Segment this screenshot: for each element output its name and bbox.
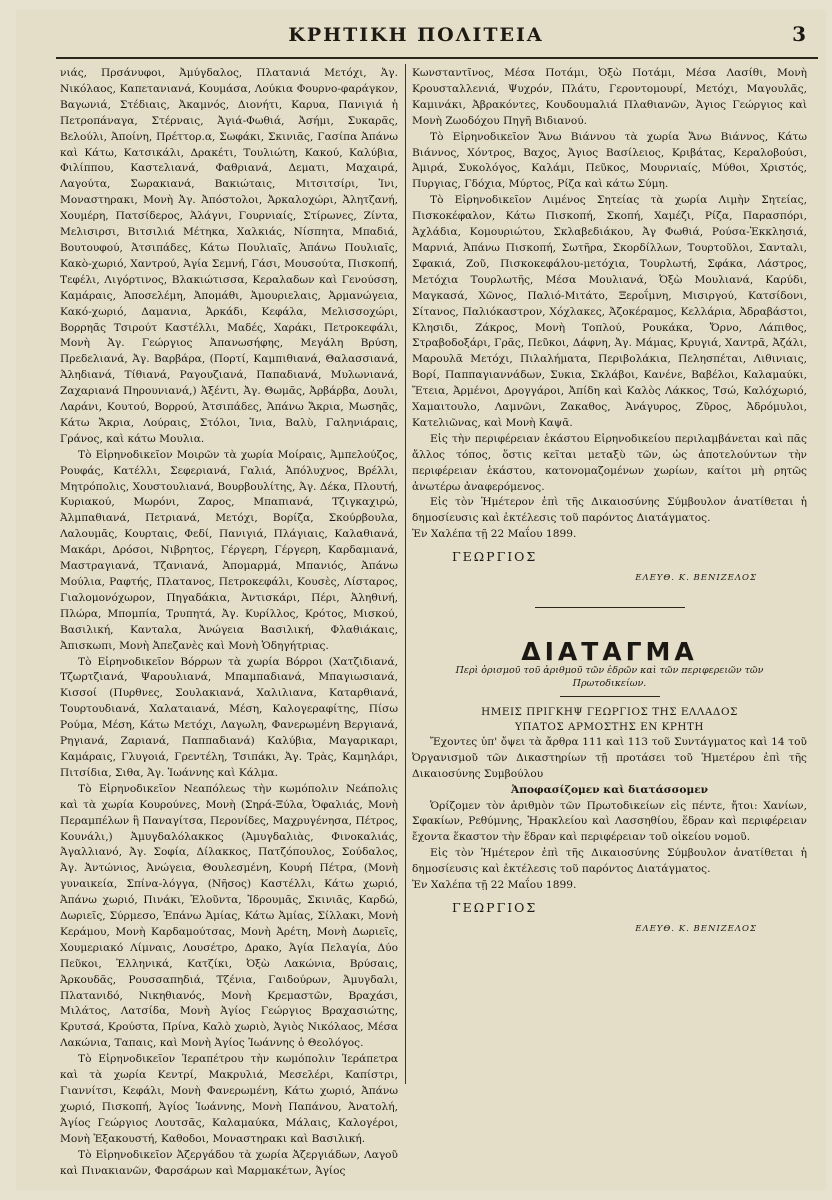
paragraph-continuation: Κωνσταντῖνος, Μέσα Ποτάμι, Ὀξὼ Ποτάμι, Μέσα Λασίθι, Μονὴ Κρουσταλλενιά, Ψυχρόν, Πλάτυ, Γεροντομουρί, Μετόχι, Μαγουλᾶς, Καμινάκι, Ἀβρακόντες, Κουδουμαλιά Πλαθιανῶν, Ἀγιος Γεώργιος καὶ Μονὴ Ζωοδόχου Πηγῆ Βιδιανού. xyxy=(412,67,807,127)
decree-issuer-line-1: ΗΜΕΙΣ ΠΡΙΓΚΗΨ ΓΕΩΡΓΙΟΣ ΤΗΣ ΕΛΛΑΔΟΣ xyxy=(481,705,738,718)
section-rule xyxy=(535,607,685,608)
paragraph-courts-definition: Ὁρίζομεν τὸν ἀριθμὸν τῶν Πρωτοδικείων εἰς πέντε, ἤτοι: Χανίων, Σφακίων, Ρεθύμνης, Ἡρακλείου καὶ Λασσηθίου, ἕδραν καὶ περιφέρειαν ἔχοντα ἕκαστον τὴν ἕδραν καὶ περιφέρειαν τοῦ οἰκείου νομοῦ. xyxy=(412,799,807,844)
paragraph-sitia-court: Τὸ Εἰρηνοδικεῖον Λιμένος Σητείας τὰ χωρία Λιμὴν Σητείας, Πισκοκέφαλον, Κάτω Πισκοπή, Σκοπή, Χαμέζι, Ρίζα, Παρασπόρι, Ἀχλάδια, Κομουριώτου, Σκλαβεδιάκου, Ἀγ Φωθιά, Ρούσα-Ἐκκλησιά, Μαρνιά, Ἀπάνω Πισκοπή, Σωτῆρα, Σκορδίλλων, Τουρτοῦλοι, Σανταλι, Σφακιά, Ζοῦ, Πισκοκεφάλου-μετόχια, Τουρλωτή, Σφάκα, Λάστρος, Μετόχια Τουρλωτῆς, Μέσα Μουλιανά, Ὀξὼ Μουλιανά, Καρύδι, Μαγκασά, Χῶνος, Παλιό-Μιτάτο, Ξεροΐμνη, Μισιργού, Κατσίδονι, Σίτανος, Παλιόκαστρον, Χόχλακες, Ἀζοκέραμος, Κελλάρια, Ἀδραβάστοι, Κλησιδι, Ζάκρος, Μονὴ Τοπλού, Ρουκάκα, Ὄρνο, Λάπιθος, Στραβοδοξάρι, Γρᾶς, Πεῦκοι, Δάφνη, Ἀγ. Μάμας, Κρυγιά, Χαντρᾶ, Ἀζάλι, Μαρουλᾶ Μετόχι, Πιλαλήματα, Περιβολάκια, Πελησπέται, Λιθινιαις, Βορί, Παππαγιαννάδων, Συκια, Σκλάβοι, Κανένε, Βαβέλοι, Καλαμαύκι, Ἔτεια, Ἀρμένοι, Δρογγάροι, Ἀπίδη καὶ Καλὸς Λάκκος, Τσώ, Καλόχωριό, Χαμαιτουλο, Λαμνῶνι, Ζακαθος, Ἀνάγυρος, Ζῦρος, Ἀδρόμυλοι, Κατελιῶνας, καὶ Μονὴ Καψᾶ. xyxy=(412,194,807,429)
paragraph-azergados-court: Τὸ Εἰρηνοδικεῖον Ἀζεργάδου τὰ χωρία Ἀζεργιάδων, Λαγοῦ καὶ Πινακιανῶν, Φαρσάρων καὶ Μαρμακέτων, Ἀγίος xyxy=(60,1148,398,1177)
page-number: 3 xyxy=(792,22,806,46)
decree-title: ΔΙΑΤΑΓΜΑ xyxy=(521,637,698,666)
decree-rule xyxy=(560,696,660,697)
decree-date: Ἐν Χαλέπα τῇ 22 Μαΐου 1899. xyxy=(412,528,577,541)
paragraph-ano-viannos-court: Τὸ Εἰρηνοδικεῖον Ἄνω Βιάννου τὰ χωρία Ἄνω Βιάννος, Κάτω Βιάννος, Χόντρος, Βαχος, Ἀγιος Βασίλειος, Κριβάτας, Κεραλοβούσι, Ἀμιρά, Συκολόγος, Καλάμι, Πεῦκος, Μουρνιαίς, Μύθοι, Χριστός, Πυργιας, Γδόχια, Μύρτος, Ρίζα καὶ κάτω Σύμη. xyxy=(412,130,807,191)
decree-heading: Ἀποφασίζομεν καὶ διατάσσομεν xyxy=(510,783,709,796)
header-rule xyxy=(56,57,818,59)
decree-date-2: Ἐν Χαλέπα τῇ 22 Μαΐου 1899. xyxy=(412,879,577,892)
signature-georgios: ΓΕΩΡΓΙΟΣ xyxy=(452,549,538,565)
column-divider xyxy=(405,64,406,1084)
countersignature-venizelos-2: ΕΛΕΥΘ. Κ. ΒΕΝΙΖΕΛΟΣ xyxy=(635,923,757,934)
paragraph-execution-clause: Εἰς τὸν Ἡμέτερον ἐπὶ τῆς Δικαιοσύνης Σύμβουλον ἀνατίθεται ἡ δημοσίευσις καὶ ἐκτέλεσις τοῦ παρόντος Διατάγματος. xyxy=(412,496,807,525)
paragraph-moires-court: Τὸ Εἰρηνοδικεῖον Μοιρῶν τὰ χωρία Μοίραις, Ἀμπελούζος, Ρουφάς, Κατέλλι, Σεφεριανά, Γαλιά, Ἀπόλυχνος, Βρέλλι, Μητρόπολις, Χουστουλιανά, Βουρβουλίτης, Ἀγ. Δέκα, Πλουτή, Κυριακού, Μωρόνι, Ζαρος, Μπαπιανά, Τζιγκαχιρώ, Ἀλμπαθιανά, Πετριανά, Μετόχι, Βορίζα, Σκούρβουλα, Λαλουμᾶς, Κουρταις, Φεδί, Πανιγιά, Πλάγιαις, Καλαθιανά, Μακάρι, Δρόσοι, Νιβρητος, Γέργερη, Γέργερη, Καρδαμιανά, Μαστραγιανά, Τζανιανά, Ἀπομαρμά, Μπανιός, Ἀπάνω Μούλια, Ραφτής, Πλατανος, Πετροκεφάλι, Κουσὲς, Λίσταρος, Γιαλομονόχωρον, Πηγαδάκια, Ἀντισκάρι, Πέρι, Ἀληθινή, Πλώρα, Μπομπία, Τρυπητά, Ἀγ. Κυρίλλος, Κρότος, Μισκού, Βασιλική, Κανταλα, Ἀνώγεια Βασιλική, Φλαθιάκαις, Ἀπισκωπι, Μονὴ Ἀπεζανὲς καὶ Μονὴ Ὁδηγήτριας. xyxy=(60,448,398,652)
paragraph-neapolis-court: Τὸ Εἰρηνοδικεῖον Νεαπόλεως τὴν κωμόπολιν Νεάπολις καὶ τὰ χωρία Κουρούνες, Μονὴ (Σηρά-Ξύλα, Ὀφαλιάς, Μονὴ Περαμπέλων ἢ Παναγίτσα, Περονίδες, Μαχρυγένησα, Πέτρος, Κουνάλι,) Ἀμυγδαλόλακκος (Ἀμυγδαλιὰς, Φινοκαλιάς, Ἀγαλλιανό, Ἀγ. Σοφία, Δίλακκος, Πατζόπουλος, Σούδαλος, Ἀγ. Ἀντώνιος, Ἀνώγεια, Θουλεσμένη, Κουρή Πέτρα, (Μονὴ γυναικεία, Σπίνα-λόγγα, (Νῆσος) Καστέλλι, Κάτω χωριό, Ἀπάνω χωριό, Πινάκι, Ἐλοῦντα, Ἰδρουμᾶς, Σκινιᾶς, Καρδώ, Δωριεῖς, Σύρμεσο, Ἐπάνω Ἀμίας, Κάτω Ἀμίας, Σίλλακι, Μονὴ Κεράμου, Μονὴ Καρδαμούτσας, Μονὴ Ἀρέτη, Μονὴ Δωριεῖς, Χουμεριακό Λίμναις, Λουσέτρο, Δρακο, Ἀγία Πελαγία, Δύο Πεῦκοι, Ἐλληνικά, Κατζίκι, Ὀξὼ Λακώνια, Βρύσαις, Ἀρκουδᾶς, Ρουσσαπηδιά, Τζένια, Γαιδούρων, Ἀμυγδαλι, Πλατανιδό, Νικηθιανός, Μονὴ Κρεμαστῶν, Βραχάσι, Μιλάτος, Λατσίδα, Μονὴ Ἀγίος Γεώργιος Βραχασιώτης, Κρυτσά, Κρούστα, Πρίνα, Καλὸ χωριὸ, Ἀγιὸς Νικόλαος, Μέσα Λακώνια, Ταπαις, καὶ Μονὴ Ἀγίος Ἰωάννης ὁ Θεολόγος. xyxy=(60,782,398,1050)
page-title: ΚΡΗΤΙΚΗ ΠΟΛΙΤΕΙΑ xyxy=(288,24,544,46)
paragraph-execution-clause-2: Εἰς τὸν Ἡμέτερον ἐπὶ τῆς Δικαιοσύνης Σύμβουλον ἀνατίθεται ἡ δημοσίευσις καὶ ἐκτέλεσις τοῦ παρόντος Διατάγματος. xyxy=(412,847,807,876)
countersignature-venizelos: ΕΛΕΥΘ. Κ. ΒΕΝΙΖΕΛΟΣ xyxy=(635,573,757,584)
right-column xyxy=(412,66,807,1116)
paragraph-vorroi-court: Τὸ Εἰρηνοδικεῖον Βόρρων τὰ χωρία Βόρροι (Χατζιδιανά, Τζωρτζιανά, Ψαρουλιανά, Μπαμπαδιανά, Μπαγιωσιανά, Κισσοί (Πυρθνες, Σουλακιανά, Χαλιλιανα, Καταρθιανά, Τουρτουδιανά, Χαλαταιανά, Μέση, Καλογεραφίτης, Πίσω Ρούμα, Μέση, Κάτω Μετόχι, Λαγωλη, Φανερωμένη Βεργιανά, Ρηγιανά, Ζαριανά, Παππαδιανά) Καλύβια, Μαγαρικαρι, Καμάραις, Γλυγοιά, Γρεντέλη, Τσιπάκι, Ἀγ. Τρὰς, Καμηλάρι, Πιτσίδια, Σιθα, Ἀγ. Ἰωάννης καὶ Κάλμα. xyxy=(60,655,398,779)
decree-subtitle: Περὶ ὁρισμοῦ τοῦ ἀριθμοῦ τῶν ἑδρῶν καὶ τῶν περιφερειῶν τῶν Πρωτοδικείων. xyxy=(455,664,764,689)
paragraph-jurisdiction-note: Εἰς τὴν περιφέρειαν ἑκάστου Εἰρηνοδικείου περιλαμβάνεται καὶ πᾶς ἄλλος τόπος, ὅστις κεῖται μεταξὺ τῶν, ὡς ἀποτελούντων τὴν περιφέρειαν ἑκάστου, κατονομαζομένων χωρίων, καίτοι μὴ ρητῶς ἀνωτέρω ἀναφερόμενος. xyxy=(412,432,807,493)
paragraph-heraklion-villages: νιάς, Πρσάνυφοι, Ἀμύγδαλος, Πλατανιά Μετόχι, Ἀγ. Νικόλαος, Καπετανιανά, Κουμάσα, Λούκια Φουρνο-φαράγκον, Βαγωνιά, Στέδιαις, Ἀκαμνός, Διονήτι, Καρυα, Πανιγιά ἡ Πετροπάναγα, Στέρναις, Ἀγιά-Φωθιά, Ἀσήμι, Συκαρᾶς, Βελούλι, Ἀποίνη, Πρέττορ.α, Σωφάκι, Σκινιᾶς, Γασίπα Ἀπάνω καὶ Κάτω, Κατσικάλι, Δρακέτι, Τουλιώτη, Κακού, Καλύβια, Φιλίππου, Καστελιανά, Φαθριανά, Δεματι, Μαχαιρά, Λαγούτα, Σωρακιανά, Βακιώταις, Μιτσιτσίρι, Ἰνι, Μοναστηρακι, Μονὴ Ἀγ. Ἀπόστολοι, Ἀρκαλοχώρι, Ἀλητζανή, Χουμέρη, Πατσίδερος, Ἀλάγνι, Γουρνιαίς, Στίρωνες, Ζίντα, Μελισιρσι, Βιτσιλιά Μέτηκα, Χαλκιάς, Νίσπητα, Μπαδιά, Βουτουφού, Ἀτσιπάδες, Κάτω Πουλιαῖς, Ἀπάνω Πουλιαῖς, Κακὸ-χωριό, Χαντρού, Ἀγία Σεμνή, Γάσι, Μουσούτα, Πισκοπή, Τεφέλι, Λιγόρτινος, Βλακιώτισσα, Κεραλαδων καὶ Γενούσση, Καμάραις, Ἀποσελέμη, Ἀπομάθι, Ἀμουριελαις, Ἀρμανώγεια, Κακό-χωριό, Δαμανια, Ἀρκάδι, Κεφάλα, Μελισσοχώρι, Βορρηᾶς Τσιρούτ Καστέλλι, Μαδές, Χαράκι, Πετροκεφάλι, Μονὴ Ἀγ. Γεώργιος Ἀπανωσήφης, Μεγάλη Βρύση, Πρεδελιανά, Ἀγ. Βαρβάρα, (Πορτί, Καμπιθιανά, Θαλασσιανά, Ἀληδιανά, Τίθιανά, Ραγουζιανά, Παπαδιανά, Μυλωνιανά, Ζαχαριανά Πηρουνιανά,) Ἀξέντι, Ἀγ. Θωμᾶς, Ἀρβάρβα, Δουλι, Λαράνι, Κουτού, Βορρού, Ἀτσιπάδες, Ἀπάνω Ἄκρια, Μωσηᾶς, Κάτω Ἄκρια, Λούραις, Στόλοι, Ἰνια, Βαλὺ, Γαληνιάραις, Γράνος, καὶ κάτω Μουλια. xyxy=(60,67,398,445)
left-column xyxy=(60,66,398,1177)
decree-issuer-line-2: ΥΠΑΤΟΣ ΑΡΜΟΣΤΗΣ ΕΝ ΚΡΗΤΗ xyxy=(515,720,704,733)
signature-georgios-2: ΓΕΩΡΓΙΟΣ xyxy=(452,899,538,915)
paragraph-ierapetra-court: Τὸ Εἰρηνοδικεῖον Ἱεραπέτρου τὴν κωμόπολιν Ἱεράπετρα καὶ τὰ χωρία Κεντρί, Μακρυλιά, Μεσελέρι, Καπίστρι, Γιαννίτσι, Κεφάλι, Μονὴ Φανερωμένη, Κάτω χωριό, Ἀπάνω χωριό, Πισκοπή, Ἀγίος Ἰωάννης, Μονὴ Παπάνου, Ἀνατολή, Ἀγίος Γεώργιος Λουτσᾶς, Καλαμαύκα, Μάλαις, Καλογέροι, Μονὴ Ἐξακουστή, Καθοδοι, Μοναστηρακι καὶ Βασιλική. xyxy=(60,1053,398,1145)
paragraph-considering: Ἔχοντες ὑπ' ὄψει τὰ ἄρθρα 111 καὶ 113 τοῦ Συντάγματος καὶ 14 τοῦ Ὀργανισμοῦ τῶν Δικαστηρίων τῇ προτάσει τοῦ Ἡμετέρου ἐπὶ τῆς Δικαιοσύνης Συμβούλου xyxy=(412,735,807,780)
